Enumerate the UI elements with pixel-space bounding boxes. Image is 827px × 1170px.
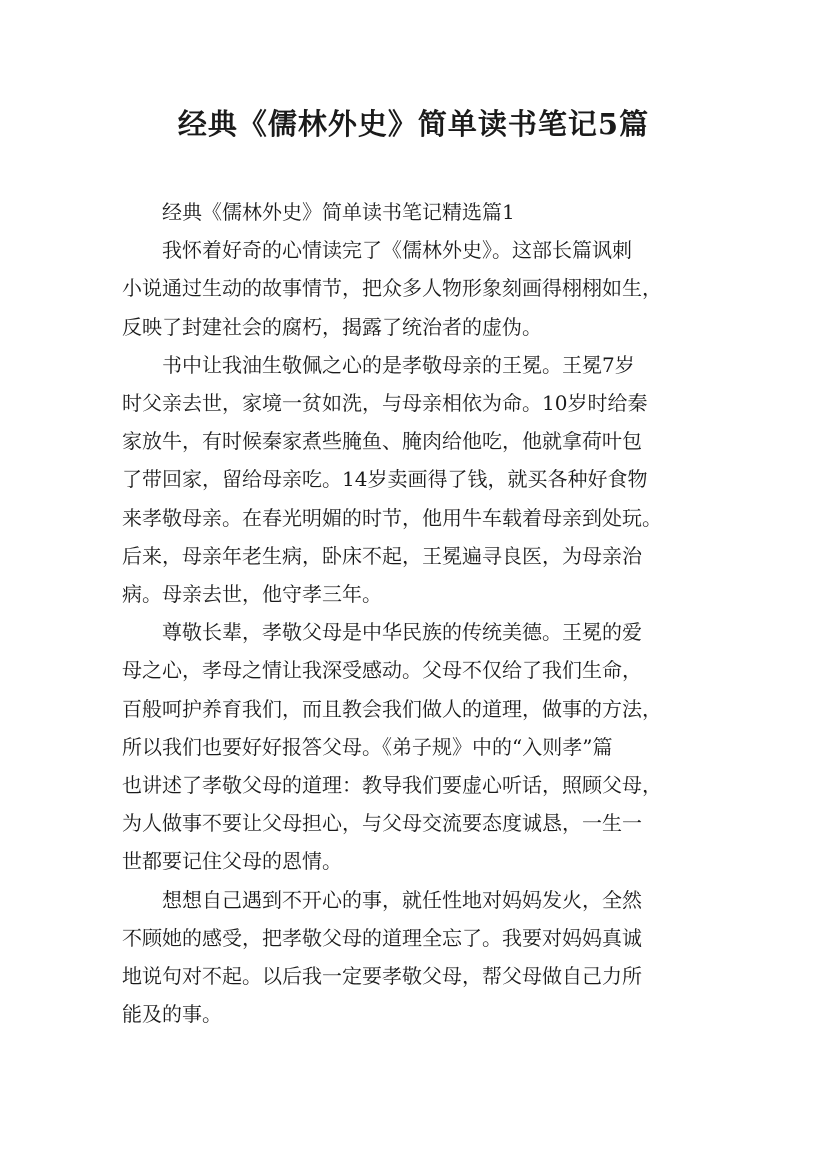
body-line: 小说通过生动的故事情节，把众多人物形象刻画得栩栩如生， [122,276,662,301]
body-line: 想想自己遇到不开心的事，就任性地对妈妈发火，全然 [162,887,642,912]
body-line: 了带回家，留给母亲吃。14岁卖画得了钱，就买各种好食物 [122,467,648,492]
body-line: 地说句对不起。以后我一定要孝敬父母，帮父母做自己力所 [122,964,642,989]
body-line: 病。母亲去世，他守孝三年。 [122,582,382,607]
document-body [122,193,706,1033]
body-line: 为人做事不要让父母担心，与父母交流要态度诚恳，一生一 [122,811,642,836]
body-line: 来孝敬母亲。在春光明媚的时节，他用牛车载着母亲到处玩。 [122,505,662,530]
body-line: 不顾她的感受，把孝敬父母的道理全忘了。我要对妈妈真诚 [122,925,642,950]
body-line: 能及的事。 [122,1002,222,1027]
body-line: 反映了封建社会的腐朽，揭露了统治者的虚伪。 [122,314,542,339]
body-line: 母之心，孝母之情让我深受感动。父母不仅给了我们生命， [122,658,642,683]
document-title: 经典《儒林外史》简单读书笔记5篇 [177,107,650,141]
body-line: 百般呵护养育我们，而且教会我们做人的道理，做事的方法， [122,696,662,721]
body-line: 家放牛，有时候秦家煮些腌鱼、腌肉给他吃，他就拿荷叶包 [122,429,642,454]
body-line: 书中让我油生敬佩之心的是孝敬母亲的王冕。王冕7岁 [162,352,635,377]
body-line: 所以我们也要好好报答父母。《弟子规》中的“入则孝”篇 [122,734,613,759]
section-heading: 经典《儒林外史》简单读书笔记精选篇1 [162,200,515,224]
body-line: 时父亲去世，家境一贫如洗，与母亲相依为命。10岁时给秦 [122,391,648,416]
body-lines [122,231,706,1033]
body-line: 尊敬长辈，孝敬父母是中华民族的传统美德。王冕的爱 [162,620,642,645]
body-line: 我怀着好奇的心情读完了《儒林外史》。这部长篇讽刺 [162,238,632,263]
body-line: 后来，母亲年老生病，卧床不起，王冕遍寻良医，为母亲治 [122,543,642,568]
body-line: 也讲述了孝敬父母的道理：教导我们要虚心听话，照顾父母， [122,773,662,798]
body-line: 世都要记住父母的恩情。 [122,849,342,874]
